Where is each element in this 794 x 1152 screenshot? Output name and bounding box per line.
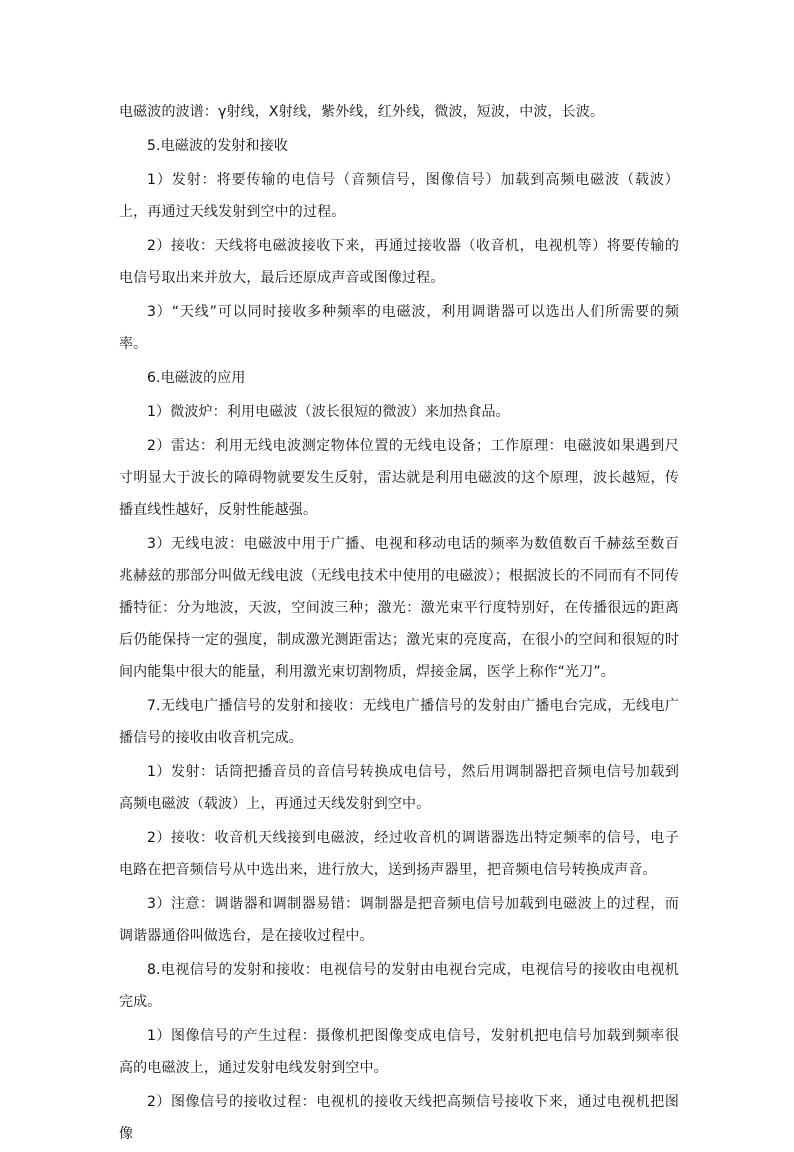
document-body [119, 96, 679, 1152]
heading-emission-reception: 5.电磁波的发射和接收 [147, 138, 289, 154]
paragraph-image-reception: 2）图像信号的接收过程：电视机的接收天线把高频信号接收下来，通过电视机把图像 [119, 1094, 679, 1142]
paragraph-broadcast-emission: 1）发射：话筒把播音员的音信号转换成电信号，然后用调制器把音频电信号加载到高频电磁波（载波）上，再通过天线发射到空中。 [119, 764, 679, 812]
paragraph-broadcast-reception: 2）接收：收音机天线接到电磁波，经过收音机的调谐器选出特定频率的信号，电子电路在把音频信号从中选出来，进行放大，送到扬声器里，把音频电信号转换成声音。 [119, 830, 679, 878]
paragraph-microwave: 1）微波炉：利用电磁波（波长很短的微波）来加热食品。 [147, 404, 510, 420]
paragraph-reception: 2）接收：天线将电磁波接收下来，再通过接收器（收音机，电视机等）将要传输的电信号取出来并放大，最后还原成声音或图像过程。 [119, 238, 679, 286]
paragraph-radar: 2）雷达：利用无线电波测定物体位置的无线电设备；工作原理：电磁波如果遇到尺寸明显大于波长的障碍物就要发生反射，雷达就是利用电磁波的这个原理，波长越短，传播直线性越好，反射性能越强。 [119, 438, 679, 518]
paragraph-spectrum: 电磁波的波谱：γ射线，X射线，紫外线，红外线，微波，短波，中波，长波。 [119, 104, 605, 120]
heading-radio-broadcast: 7.无线电广播信号的发射和接收：无线电广播信号的发射由广播电台完成，无线电广播信号的接收由收音机完成。 [119, 698, 679, 746]
paragraph-antenna: 3）“天线”可以同时接收多种频率的电磁波，利用调谐器可以选出人们所需要的频率。 [119, 304, 679, 352]
paragraph-radio-waves: 3）无线电波：电磁波中用于广播、电视和移动电话的频率为数值数百千赫兹至数百兆赫兹的那部分叫做无线电波（无线电技术中使用的电磁波）；根据波长的不同而有不同传播特征：分为地波，天波，空间波三种；激光：激光束平行度特别好，在传播很远的距离后仍能保持一定的强度，制成激光测距雷达；激光束的亮度高，在很小的空间和很短的时间内能集中很大的能量，利用激光束切割物质，焊接金属，医学上称作“光刀”。 [119, 536, 679, 680]
paragraph-tuner-note: 3）注意：调谐器和调制器易错：调制器是把音频电信号加载到电磁波上的过程，而调谐器通俗叫做选台，是在接收过程中。 [119, 896, 679, 944]
paragraph-image-generation: 1）图像信号的产生过程：摄像机把图像变成电信号，发射机把电信号加载到频率很高的电磁波上，通过发射电线发射到空中。 [119, 1028, 679, 1076]
heading-applications: 6.电磁波的应用 [147, 370, 246, 386]
paragraph-emission: 1）发射：将要传输的电信号（音频信号，图像信号）加载到高频电磁波（载波）上，再通过天线发射到空中的过程。 [119, 172, 679, 220]
heading-tv-signal: 8.电视信号的发射和接收：电视信号的发射由电视台完成，电视信号的接收由电视机完成。 [119, 962, 679, 1010]
